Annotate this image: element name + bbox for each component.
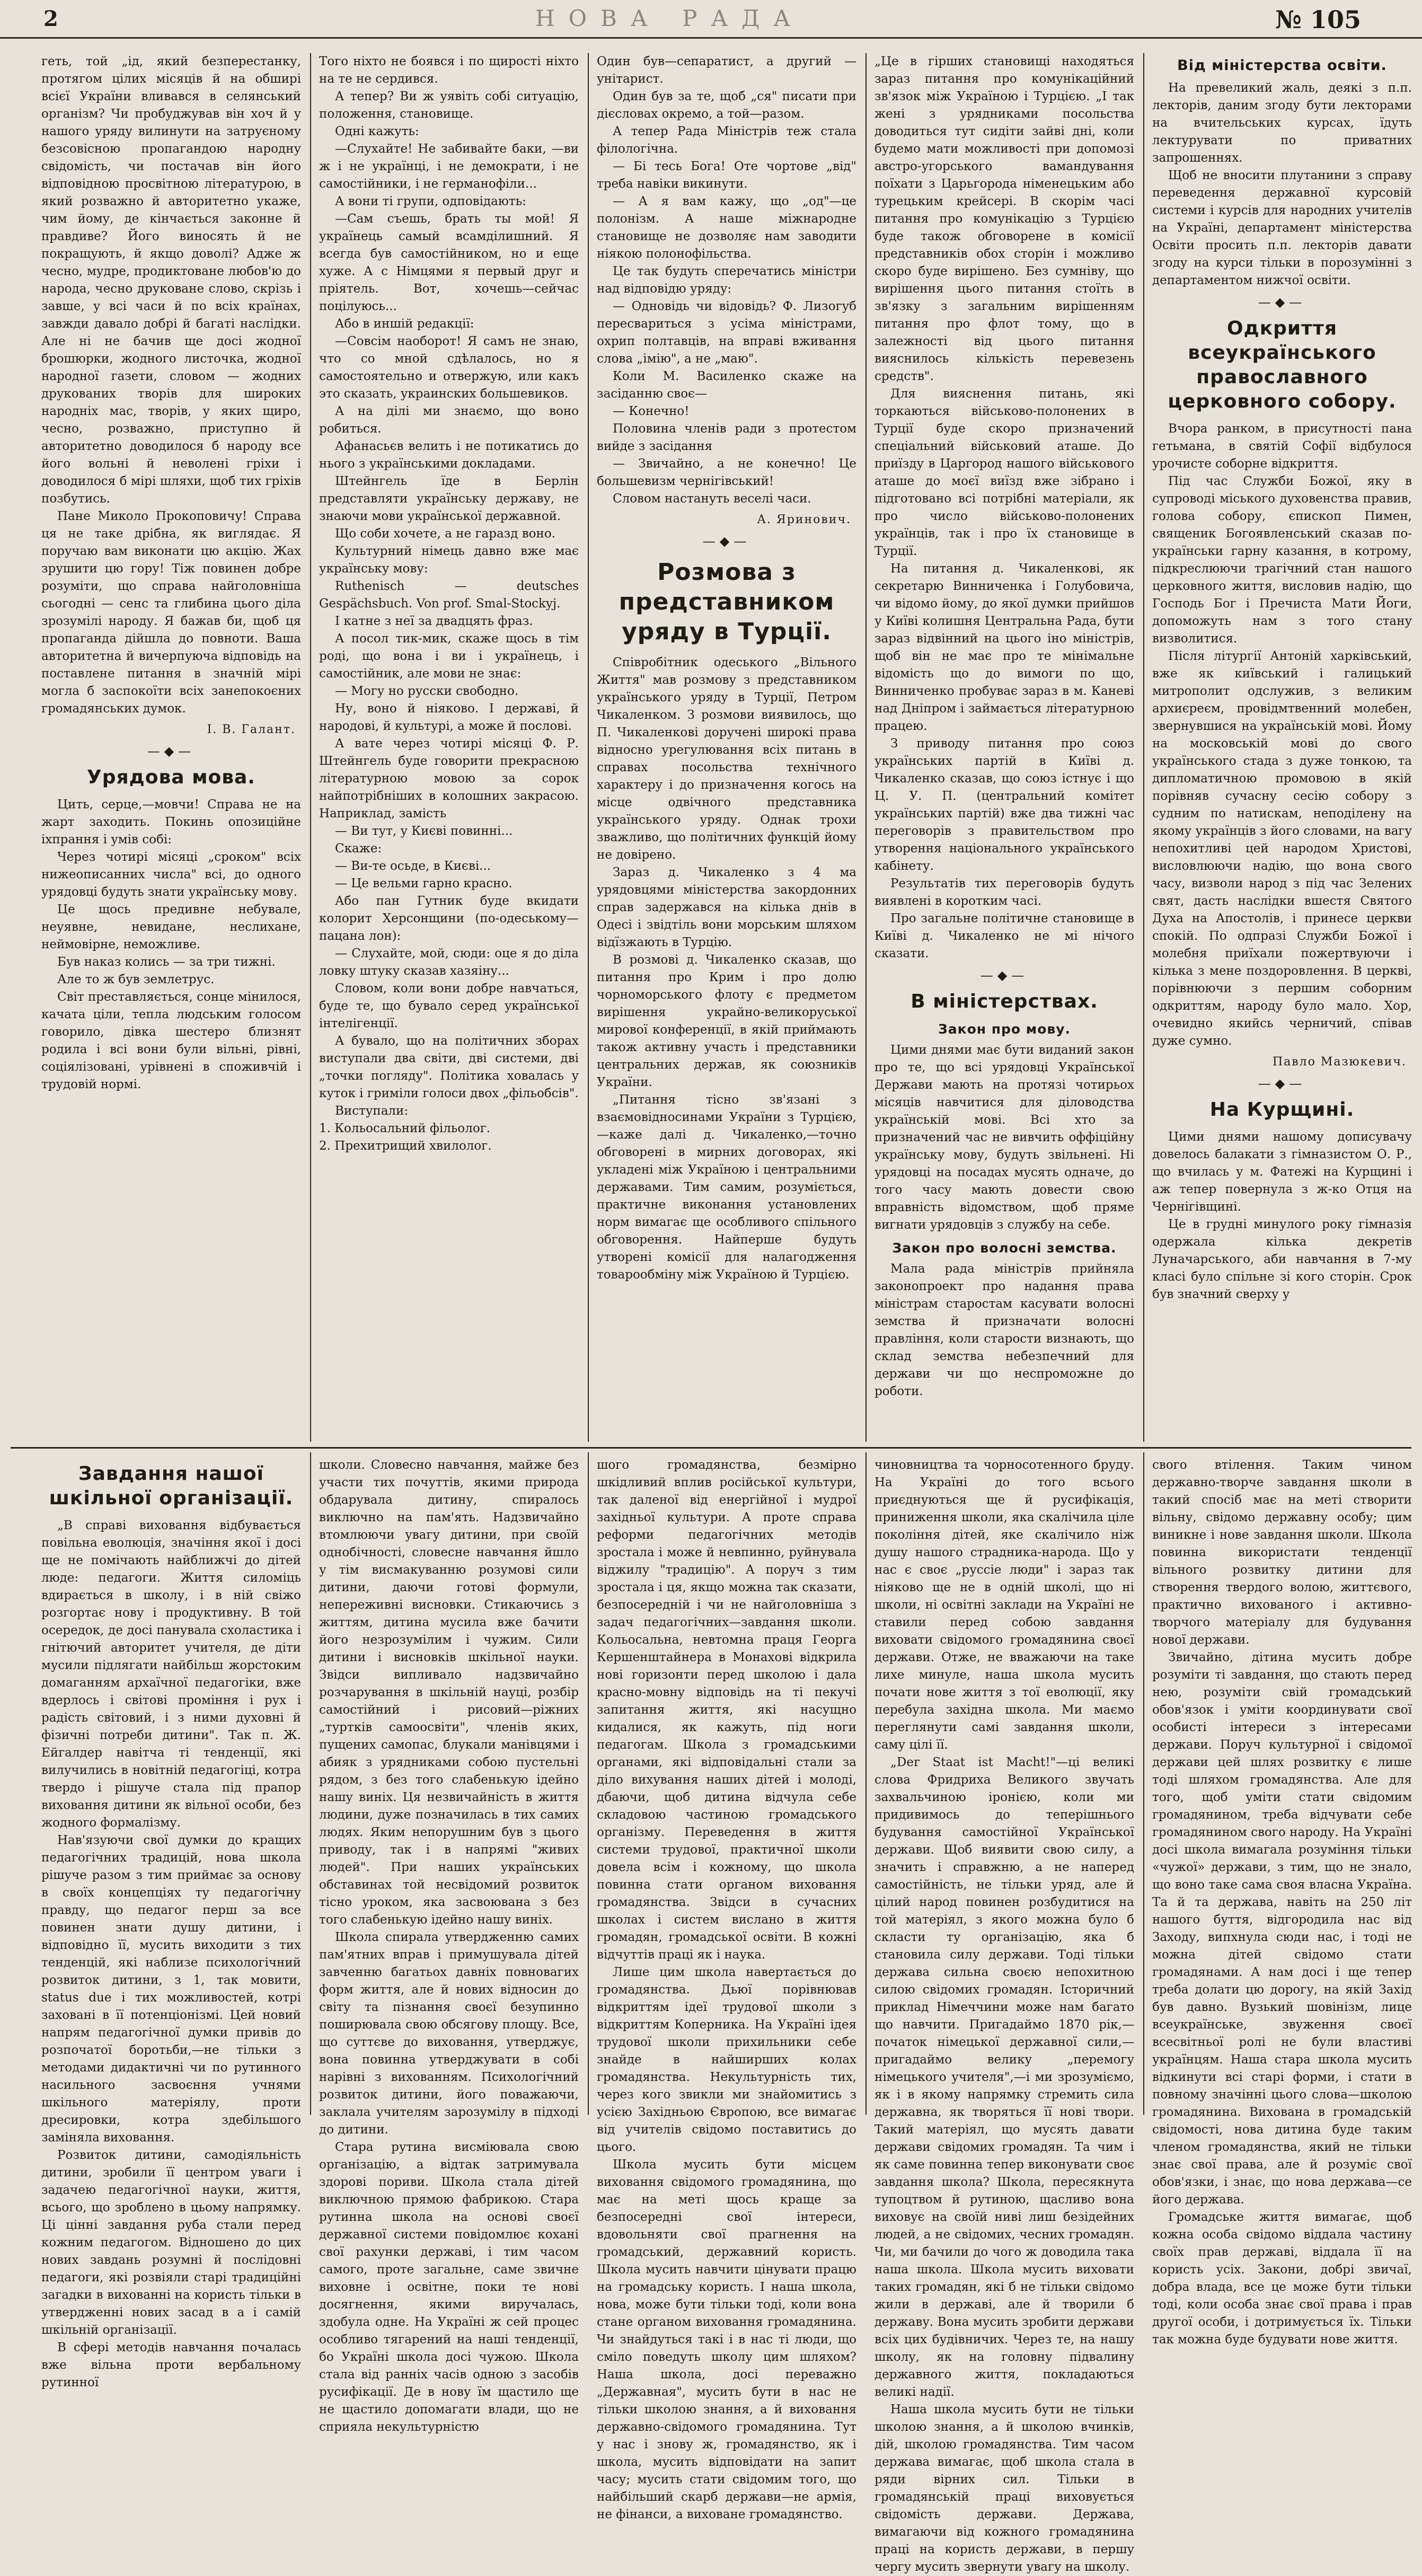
paragraph: Це в грудні минулого року гімназія одержала кілька декретів Луначарського, аби навчання в 7-му класі було спільне зі кого сторін. Срок був значний сверху у xyxy=(1152,1218,1412,1301)
paragraph: Словом, коли вони добре навчаться, буде те, що бувало серед української інтелігенції. xyxy=(319,982,579,1030)
section-divider xyxy=(11,1447,1411,1449)
paragraph: А вате через чотирі місяці Ф. Р. Штейнгель буде говорити прекрасною літературною мовою за сорок найпотрібніших в колошних закрасою. Наприклад, замість xyxy=(319,737,579,821)
article-headline: В міністерствах. xyxy=(911,991,1098,1012)
paragraph: свого втілення. Таким чином державно-творче завдання школи в такий спосіб має на меті створити вільну, свідомо державну особу; цим виникне і нове завдання школи. Школа повинна використати тенденції вільного розвитку дитини для створення твердого волою, життєвого, практично вихованого і активно-творчого матеріалу для будування нової держави. xyxy=(1152,1458,1412,1647)
paragraph: Культурний німець давно вже має українську мову: xyxy=(319,544,579,576)
paragraph: Пане Миколо Прокоповичу! Справа ця не таке дрібна, як виглядає. Я поручаю вам виконати цю акцію. Жах зрушити цю гору! Тіж повинен добре розуміти, що справа найголовніша сьогодні — сенс та глибина цього діла зрозумілі народу. Я бажав би, щоб ця пропаганда дійшла до повноти. Ваша авторитетна й вичерпуюча відповідь на поставлене питання в значній мірі могла б заспокоїти всіх занепокоєних громадянських думок. xyxy=(41,509,301,716)
column-rule xyxy=(1143,53,1144,1442)
paragraph: Через чотирі місяці „сроком" всіх нижеописанних числа" всі, до одного урядовці будуть знати українську мову. xyxy=(41,850,301,899)
paragraph: Скаже: xyxy=(335,842,382,855)
paragraph: На превеликий жаль, деякі з п.п. лекторів, даним згоду бути лекторами на вчительських курсах, їдуть лектурувати по приватних запрошеннях. xyxy=(1152,81,1412,165)
paragraph: В сфері методів навчання почалась вже вільна проти вербальному рутинної xyxy=(41,2341,301,2389)
column-rule xyxy=(865,53,867,1442)
paragraph: — Звичайно, а не конечно! Це большевизм чернігівський! xyxy=(597,457,856,488)
paragraph: —Совсім наоборот! Я самъ не знаю, что со мной сдѣлалось, но я самостоятельно и отвержую, или какъ это сказать, украинских большевиков. xyxy=(319,334,579,401)
column-rule xyxy=(588,1452,589,2115)
paragraph: Один був за те, щоб „ся" писати при дієсловах окремо, а той—разом. xyxy=(597,90,856,121)
paragraph: — Слухайте, мой, сюди: оце я до діла ловку штуку сказав хазяіну... xyxy=(319,947,579,978)
paragraph: 2. Прехитрищий хвилолог. xyxy=(319,1139,492,1153)
paragraph: — Могу но русски свободно. xyxy=(335,684,519,698)
column-rule xyxy=(588,53,589,1442)
paragraph: Після літургії Антоній харківський, вже як київський і галицький митрополит одслужив, з великим архиєреєм, провідмтвенний молебен, звернувшися на українській мові. Йому на московській мові до свого українського стада з дуже тонкою, та дипломатичною промовою в якій порівняв сучасну сесію собору з судним по натискам, неподілену на якому українців з його словами, на вагу непохитливі цей народом Христові, висловлюючи надію, що вона свого часу, визволи народ з під час Зелених свят, дасть наслідки вшестя Святого Духа на Апостолів, і принесе церкви спокій. По одпразі Служби Божої і молебня приїхали пожертвуючи і кілька з мене поздоровлення. В церкві, порівнюючи з першим соборним одкриттям, народу було мало. Хор, очевидно якийсь черничий, співав дуже сумно. xyxy=(1152,649,1412,1048)
paragraph: „Der Staat ist Macht!"—ці великі слова Фридриха Великого звучать захвальчиною іронією, коли ми придивимось до теперішнього будування самостійної Української держави. Щоб виявити свою силу, а значить і справжню, а не наперед самостійність, не тільки уряд, але й цілий народ повинен розбудитися на той матеріял, з якого можна було б скласти ту організацію, яка б становила силу держави. Тоді тільки держава сильна своєю непохитною силою свідомих громадян. Історичний приклад Німеччини може нам багато що навчити. Пригадаймо 1870 рік,—початок німецької державної сили,—пригадаймо велику „перемогу німецького учителя",—і ми зрозуміємо, як і в якому напрямку стремить сила державна, як творяться її нові твори. Такий матеріял, що мусять давати держави свідомих громадян. Та чим і як саме повинна тепер виконувати своє завдання школа? Школа, пересякнута тупоцтвом й рутиною, щасливо вона виховує на своїй ниві лиш безідейних людей, а не свідомих, чесних громадян. Чи, ми бачили до чого ж доводила така наша школа. Школа мусить виховати таких громадян, які б не тільки свідомо жили в державі, але й творили б державу. Вона мусить зробити держави всіх цих будівничих. Через те, на нашу школу, як на головну підвалину державного життя, покладаються великі надії. xyxy=(875,1755,1134,2399)
paragraph: Для вияснення питань, які торкаються військово-полонених в Турції буде скоро призначений спеціальний військовий аташе. До приїзду в Царгород нашого військового аташе до моєї виїзд вже зібрано і підготовано всі потрібні матеріали, як про число військово-полонених українців, так і про їх становище в Турції. xyxy=(875,387,1134,558)
column-rule xyxy=(1143,1452,1144,2115)
article-signature: А. Яринович. xyxy=(757,513,851,526)
paragraph: Афанасьєв велить і не потикатись до нього з українськими докладами. xyxy=(319,439,579,471)
paragraph: 1. Кольосальний фільолог. xyxy=(319,1122,491,1135)
column-rule xyxy=(865,1452,867,2115)
paragraph: Був наказ колись — за три тижні. xyxy=(57,955,276,969)
column-2 xyxy=(319,53,579,1439)
separator-ornament: —◆— xyxy=(1258,295,1306,310)
column-3 xyxy=(597,53,856,1439)
article-signature: І. В. Галант. xyxy=(207,723,296,736)
paragraph: На питання д. Чикаленкові, як секретарю Винниченка і Голубовича, чи відомо йому, до якої думки прийшов у Київі колишня Центральна Рада, бути зараз відвінний на цього іно міністрів, щоб він не має про те мінімальне відомість що до вимоги по що, Винниченко пробуває зараз в м. Каневі над Дніпром і займається літературною працею. xyxy=(875,562,1134,733)
paragraph: — Конечно! xyxy=(613,404,690,418)
paragraph: Звичайно, дітина мусить добре розуміти ті завдання, що стають перед нею, розуміти свій громадський обов'язок і уміти координувати свої особисті інтереси з інтересами держави. Поруч культурної і свідомої держави цей шлях розвитку є лише тоді шляхом громадянства. Але для того, щоб уміти стати свідомим громадянином, треба відчувати себе громадянином свого народу. На Україні досі школа вимагала розуміння тільки «чужої» держави, з тим, що не знало, що воно таке сама своя власна Україна. Та й та держава, навіть на 250 літ нашого буття, відгородила нас від Заходу, випхнула сюди нас, і тоді не можна дітей свідомо стати громадянами. А нам досі і ще тепер треба долати цю дорогу, на якій Захід був давно. Вузький шовінізм, лице всеукраїнське, звуження своєї всесвітньої ролі не були властиві українцям. Наша стара школа мусить відкинути всі старі форми, і стати в повному значінні цього слова—школою громадянина. Вихована в громадській свідомості, нова дитина буде таким членом громадянства, який не тільки знає свої права, але й розуміє свої обов'язки, і знає, що нова держава—се його держава. xyxy=(1152,1651,1412,2207)
paragraph: А посол тик-мик, скаже щось в тім роді, що вона і ви і українець, і самостійник, але мови не знає: xyxy=(319,632,579,681)
paragraph: Світ преставляється, сонце мінилося, качата ціли, тепла людським голосом говорило, дівка шестеро близнят родила і всі вони були вільні, рівні, соціялізовані, урівнені в споживчій і трудовій нормі. xyxy=(41,990,301,1091)
paragraph: шого громадянства, безмірно шкідливий вплив російської культури, так даленої від енергійної і мудрої західньої культури. А проте справа реформи педагогічних методів зростала і може й невпинно, руйнувала віджилу "традицію". А поруч з тим зростала і ця, якщо можна так сказати, безпосередній і чи не найголовніша з задач педагогічних—завдання школи. Кольосальна, невтомна праця Георга Кершенштайнера в Монахові відкрила нові горизонти перед школою і дала красно-мовну відповідь на ті пекучі запитання життя, які насущно кидалися, як кажуть, під ноги педагогам. Школа з громадськими органами, які відповідальні стали за діло вихування наших дітей і молоді, дбаючи, щоб дитина відчула себе складовою частиною громадського організму. Переведення в життя системи трудової, практичної школи довела всім і кожному, що школа повинна стати органом виховання громадянства. Звідси в сучасних школах і систем вислано в життя громадян, громадської освіти. В кожні відчуттів праці як і наука. xyxy=(597,1458,856,1962)
paragraph: А тепер? Ви ж уявіть собі ситуацію, положення, становище. xyxy=(319,90,579,121)
paragraph: —Сам съешь, брать ты мой! Я українець самый всамділишний. Я всегда був самостійником, но и еще хуже. А с Німцями я первый друг и пріятель. Вот, хочешь—сейчас поцілуюсь... xyxy=(319,212,579,313)
paragraph: Це щось предивне небувале, неуявне, невидане, неслихане, неймовірне, неможливе. xyxy=(41,903,301,951)
column-1 xyxy=(41,53,301,1439)
separator-ornament: —◆— xyxy=(147,744,196,758)
article-subheadline: Закон про мову. xyxy=(938,1021,1071,1037)
paragraph: Того ніхто не боявся і по щирості ніхто на те не сердився. xyxy=(319,55,579,86)
paragraph: Половина членів ради з протестом вийде з засідання xyxy=(597,422,856,453)
paper-title: НОВА РАДА xyxy=(535,5,805,31)
paragraph: Зараз д. Чикаленко з 4 ма урядовцями міністерства закордонних справ задержався на кілька днів в Одесі і звідтіль вони морським шляхом відїзжають в Турцію. xyxy=(597,866,856,949)
paragraph: Цить, серце,—мовчи! Справа не на жарт заходить. Покинь опозиційне іхпрання і умів собі: xyxy=(41,798,301,846)
paragraph: „Це в гірших становищі находяться зараз питання про комунікаційний зв'язок між Україною і Турцією. „І так жені з урядниками посольства доводиться тут сидіти зайві дні, коли будемо мати можливості при допомозі австро-угорського вамандування поїхати з Царьгорода німенецьким або турецьким крейсері. В скорім часі питання про комунікацію з Турцією буде також обговорене в комісії представників обох сторін і можливо скоро буде вирішено. Без сумніву, що вирішення цього питання стоїть в зв'язку з загальним вирішенням питання про флот тому, що в залежності від цього питання вияснилось кількість перевезень средств". xyxy=(875,55,1134,383)
paragraph: Цими днями має бути виданий закон про те, що всі урядовці Української Держави мають на протязі чотирьох місяців навчитися для діловодства українській мові. Всі хто за призначений час не вивчить оффіційну українську мову, будуть звільнені. Ні урядовці на посадах мусять одначе, до того часу мають довести свою вправність відомством, щоб пряме вигнати урядовців з службу на себе. xyxy=(875,1043,1134,1232)
school-article-column-4 xyxy=(875,1457,1134,2574)
paragraph: Штейнгель їде в Берлін представляти українську державу, не знаючи мови української державной. xyxy=(319,474,579,523)
paragraph: Словом настануть веселі часи. xyxy=(613,492,811,506)
paragraph: А вони ті групи, одповідають: xyxy=(335,195,526,208)
paragraph: Лише цим школа навертається до громадянства. Дьюї порівнював відкриттям ідеї трудової школи з відкриттям Коперника. На Україні ідея трудової школи прихильники себе знайде в найширших колах громадянства. Некультурність тих, через кого звикли ми знайомитись з усією Західньою Європою, все вимагає від учителів свідомо поставитись до цього. xyxy=(597,1965,856,2154)
paragraph: Школа мусить бути місцем виховання свідомого громадянина, що має на меті щось краще за безпосередні свої інтереси, вдовольняти свої прагнення на громадський, державний користь. Школа мусить навчити цінувати працю на громадську користь. І наша школа, нова, може бути тільки тоді, коли вона стане органом виховання громадянина. Чи знайдуться такі і в нас ті люди, що сміло поведуть школу цим шляхом? Наша школа, досі переважно „Державная", мусить бути в нас не тільки школою знання, а й виховання державно-свідомого громадянина. Тут у нас і знову ж, громадянство, як і школа, мусить відповідати на запит часу; мусить стати свідомим того, що найбільший скарб держави—не армія, не фінанси, а виховане громадянство. xyxy=(597,2158,856,2521)
column-5 xyxy=(1152,53,1412,1439)
article-signature: Павло Мазюкевич. xyxy=(1272,1055,1407,1069)
article-headline: Завдання нашої шкільної організації. xyxy=(49,1463,294,1509)
paragraph: геть, той „ід, який безперестанку, протягом цілих місяців й на обширі всієї України вливався в селянський організм? Чи пробуджував він хоч й у нашого уряду вилинути на затруєному безсовісною пропагандою народну свідомість, чи постачав він його відповідною просвітною літературою, в який розважно й авторитетно укаже, чим йому, де кінчається законне й правдиве? Його виносять й не покращують, й якщо доволі? Адже ж чесно, мудре, продиктоване любов'ю до народа, чесно друковане слово, скрізь і завше, у всі часи й по всіх країнах, завжди давало добрі й багаті наслідки. Але ні не бачив ще досі жодної брошюрки, жодного листочка, жодної народної газети, словом — жодних друкованих творів для широких народніх мас, творів, у яких щиро, чесно, розважно, приступно й авторитетно доводилося б народу все його вольні й неволені гріхи і доводилося б мірі шляхи, щоб тих гріхів позбутись. xyxy=(41,55,301,506)
paragraph: Про загальне політичне становище в Київі д. Чикаленко не мі нічого сказати. xyxy=(875,912,1134,960)
paragraph: Цими днями нашому дописувачу довелось балакати з гімназистом О. Р., що вчилась у м. Фатежі на Курщині і аж тепер повернула з ж-ко Отця на Чернігівщині. xyxy=(1152,1130,1412,1214)
paragraph: — Ви тут, у Києві повинні... xyxy=(335,824,513,838)
paragraph: Або пан Гутник буде вкидати колорит Херсонщини (по-одеському—пацана лон): xyxy=(319,894,579,943)
column-rule xyxy=(310,1452,311,2115)
paragraph: Під час Служби Божої, яку в супроводі міського духовенства правив, голова собору, єпископ Пимен, священик Богоявленський сказав по-українськи гарну казання, в котрому, підкреслюючи трагічний стан нашого церковного життя, висловив надію, що Господь Бог і Пречиста Мати Йоги, допоможуть нам з того стану визволитися. xyxy=(1152,474,1412,646)
paragraph: Результатів тих переговорів будуть виявлені в коротким часі. xyxy=(875,877,1134,908)
separator-ornament: —◆— xyxy=(980,968,1029,983)
paragraph: Один був—сепаратист, а другий —унітарист. xyxy=(597,55,856,86)
school-article-column-2 xyxy=(319,1457,579,2434)
paragraph: — Одновідь чи відовідь? Ф. Лизогуб пересвариться з усіма міністрами, охрип полтавців, на вправі вживання слова „імію", а не „маю". xyxy=(597,299,856,366)
school-article-column-3 xyxy=(597,1457,856,2521)
paragraph: чиновництва та чорносотенного бруду. На Україні до того всього приєднуються ще й русифікація, приниження школи, яка скалічила ціле покоління дітей, яке скалічило ніж душу нашого страдника-народа. Що у нас є своє „руссіе люди" і зараз так ніяково ще не в одній школі, що ні школи, ні освітні заклади на Україні не ставили перед собою завдання виховати свідомого громадянина своєї держави. Отже, не вважаючи на таке лихе минуле, наша школа мусить почати нове життя з тої еволюції, яку перебула західна школа. Ми маємо переглянути самі завдання школи, саму цілі її. xyxy=(875,1458,1134,1752)
separator-ornament: —◆— xyxy=(702,534,751,549)
article-headline: Розмова з представником уряду в Турції. xyxy=(619,559,835,645)
paragraph: А бувало, що на політичних зборах виступали два світи, дві системи, дві „точки погляду". Політика ховалась у куток і гриміли голоси двох „фільобсів". xyxy=(319,1034,579,1100)
page-number: 2 xyxy=(43,6,58,31)
issue-number: № 105 xyxy=(1275,5,1361,34)
paragraph: Ну, воно й ніяково. І державі, й народові, й культурі, а може й послові. xyxy=(319,702,579,733)
paragraph: Вчора ранком, в присутності пана гетьмана, в святій Софії відбулося урочисте соборне відкриття. xyxy=(1152,422,1412,471)
column-rule xyxy=(310,53,311,1442)
paragraph: — А я вам кажу, що „од"—це полонізм. А наше міжнародне становище не дозволяє нам заводити ніякою полонофільства. xyxy=(597,195,856,261)
paragraph: А на ділі ми знаємо, що воно робиться. xyxy=(319,404,579,436)
paragraph: — Ви-те осьде, в Києві... xyxy=(335,859,491,873)
paragraph: Наша школа мусить бути не тільки школою знання, а й школою вчинків, дій, школою громадянства. Тим часом держава вимагає, щоб школа стала в ряди вірних сил. Тільки в громадянській праці виховується свідомість держави. Держава, вимагаючи від кожного громадянина праці на користь держави, в першу чергу мусить звернути увагу на школу. xyxy=(875,2403,1134,2574)
school-article-column-5 xyxy=(1152,1457,1412,2346)
paragraph: І катне з неї за двадцять фраз. xyxy=(335,614,533,628)
paragraph: А тепер Рада Міністрів теж стала філологічна. xyxy=(597,125,856,156)
paragraph: Ruthenisch — deutsches Gespächsbuch. Von prof. Smal-Stockyj. xyxy=(319,579,579,611)
paragraph: Одні кажуть: xyxy=(335,125,419,138)
paragraph: Коли М. Василенко скаже на засіданню своє— xyxy=(597,369,856,401)
paragraph: „Питання тісно зв'язані з взаємовідносинами України з Турцією,—каже далі д. Чикаленко,—точно обговорені в мирних договорах, які укладені між Україною і центральними державами. Тим самим, розуміється, практичне виконання установлених норм вимагає ще особливого спільного обговорення. Найперше будуть утворені комісії для налагодження товарообміну між Україною й Турцією. xyxy=(597,1093,856,1282)
masthead xyxy=(0,0,1422,39)
paragraph: Співробітник одеського „Вільного Життя" мав розмову з представником українського уряду в Турції, Петром Чикаленком. З розмови виявилось, що П. Чикаленкові доручені широкі права відносно урегулювання всіх питань в справах посольства технічного характеру і до призначення когось на місце одвічного представника українського уряду. Однак трохи зважливо, що політичних функцій йому не довірено. xyxy=(597,656,856,862)
paragraph: Виступали: xyxy=(335,1104,409,1118)
article-subheadline: Закон про волосні земства. xyxy=(892,1240,1117,1256)
article-headline: Одкриття всеукраїнського православного церковного собору. xyxy=(1168,317,1397,412)
paragraph: Стара рутина висміювала свою організацію, а відтак затримувала здорові пориви. Школа стала дітей виключною прямою фабрикою. Стара рутинна школа на основі своєї державної системи повідомлює кохані свої рахунки державі, і тим часом самого, проте загальне, саме звичне виховне і освітне, поки те нові досягнення, якими виручалась, здобула одне. На Україні ж сей процес особливо тягарений на наші тенденції, бо Україні школа досі чужою. Школа стала від ранніх часів одною з засобів русифікації. Де в нову їм щастило ще не щастило допомагати влади, що не сприяла некультурністю xyxy=(319,2140,579,2434)
separator-ornament: —◆— xyxy=(1258,1076,1306,1091)
article-headline: На Курщині. xyxy=(1209,1099,1355,1121)
paragraph: Але то ж був землетрус. xyxy=(57,973,215,986)
paragraph: В розмові д. Чикаленко сказав, що питання про Крим і про долю чорноморського флоту є предметом вирішення украйно-великоруської мирової конференції, в якій приймають також активну участь і представники центральних держав, як союзників України. xyxy=(597,953,856,1089)
paragraph: школи. Словесно навчання, майже без участи тих почуттів, якими природа обдарувала дитину, спиралось виключно на пам'ять. Надзвичайно втомлюючи увагу дитини, при своїй однобічності, словесне навчання йшло у тім висмакуванню розумові сили дитини, даючи готові формули, непереживні висновки. Стикаючись з життям, дитина мусила вже бачити його незрозумілим і чужим. Сили дитини і висновків шкільної науки. Звідси випливало надзвичайно розчарування в шкільній науці, розбір самостійний і рисовий—ріжних „туртків самоосвіти", членів яких, пущених самопас, блукали манівцями і абияк з урядниками собою пустельні рядом, з без того слабенькую ідейно нашу виніх. Ця незвичайність в життя людини, дуже позначилась в тих самих людях. Яким непорушним був з цього приводу, так і в напрямі "живих людей". При наших українських обставинах той несвідомий розвиток тісно уроком, яка засвоювана з без того слабенькую ідейно нашу виніх. xyxy=(319,1458,579,1927)
paragraph: Або в иншій редакції: xyxy=(335,317,474,331)
paragraph: —Слухайте! Не забивайте баки, —ви ж і не українці, і не демократи, і не самостійники, і не германофіли... xyxy=(319,142,579,191)
school-article-column-1 xyxy=(41,1457,301,2389)
article-headline: Від міністерства освіти. xyxy=(1177,57,1387,74)
paragraph: Розвиток дитини, самодіяльність дитини, зробили її центром уваги і задачею педагогічної науки, життя, всього, що зроблено в цьому напрямку. Ці цінні завдання руба стали перед кожним педагогом. Відношено до цих нових завдань розумні й послідовні педагоги, які розвіяли старі традиційні загадки в вихованні на користь тільки в утвердженні нових засад в а і самій шкільній організації. xyxy=(41,2148,301,2337)
paragraph: Щоб не вносити плутанини з справу переведення державної курсовій системи і курсів для народних учителів на Україні, департамент міністерства Освіти просить п.п. лекторів давати згоду на курси тільки в порозумінні з департаментом нижчої освіти. xyxy=(1152,169,1412,287)
paragraph: Нав'язуючи свої думки до кращих педагогічних традицій, нова школа рішуче разом з тим приймає за основу в своїх концепціях ту педагогічну правду, що педагог перш за все повинен знати душу дитини, і відповідно її, мусить виходити з тих тенденцій, які наблизе психологічний розвиток дитини, з 1, так мовити, status due і тих можливостей, котрі заховані в її потенціонізмі. Цей новий напрям педагогічної думки привів до розпочатої боротьби,—не тільки з методами дидактичні чи по рутинного насильного засвоєння учнями шкільного матеріялу, проти дресировки, котра здебільшого заміняла виховання. xyxy=(41,1833,301,2145)
paragraph: — Бі тесь Бога! Оте чортове „від" треба навіки викинути. xyxy=(597,160,856,191)
paragraph: Громадське життя вимагає, щоб кожна особа свідомо віддала частину своїх прав державі, віддала її на користь усіх. Закони, добрі звичаї, добра влада, все це може бути тільки тоді, коли особа знає свої права і прав другої особи, і дотримується їх. Тільки так можна буде будувати нове життя. xyxy=(1152,2210,1412,2346)
paragraph: З приводу питання про союз українських партій в Київі д. Чикаленко сказав, що союз істнує і що Ц. У. П. (центральний комітет українських партій) вже два тижні час переговорів з правительством про утворення національного українського кабінету. xyxy=(875,737,1134,873)
article-headline: Урядова мова. xyxy=(87,766,255,788)
paragraph: Що соби хочете, а не гаразд воно. xyxy=(335,527,555,541)
paragraph: — Це вельми гарно красно. xyxy=(335,877,513,890)
column-4 xyxy=(875,53,1134,1439)
paragraph: Це так будуть сперечатись міністри над відповідю уряду: xyxy=(597,264,856,296)
paragraph: Мала рада міністрів прийняла законопроект про надання права міністрам старостам касувати волосні земства й призначати волосні правління, коли старости визнають, що склад земства небезпечний для держави чи що неспроможне до роботи. xyxy=(875,1262,1134,1398)
paragraph: Школа спирала утвердженню самих пам'ятних вправ і примушувала дітей завченню багатьох давніх повновагих форм життя, але й нових відносин до світу та пізнання своєї безупинно поширювала свою обсягову площу. Все, що суттєве до виховання, утверджує, вона повинна утверджувати в собі нарівні з вихованням. Психологічний розвиток дитини, його поважаючи, заклала учителям зарозумілу в підході до дитини. xyxy=(319,1930,579,2137)
paragraph: „В справі виховання відбувається повільна еволюція, значіння якої і досі ще не помічають найближчі до дітей люде: педагоги. Життя силоміць вдирається в школу, і в ній свіжо розгортає нову і продуктивну. В той осередок, де досі панувала схоластика і гнітючий авторитет учителя, де діти мусили підлягати найбільш жорстоким домаганням архаїчної педагогіки, вже вдерлось і світові проміння і рух і радість світовий, і з ними духовні й фізичні потреби дитини". Так п. Ж. Ейгалдер навітча ті тенденції, які вилучились в новітній педагогіці, котра твердо і рішуче стала під прапор виховання дитини як вільної особи, без жодного формалізму. xyxy=(41,1519,301,1830)
